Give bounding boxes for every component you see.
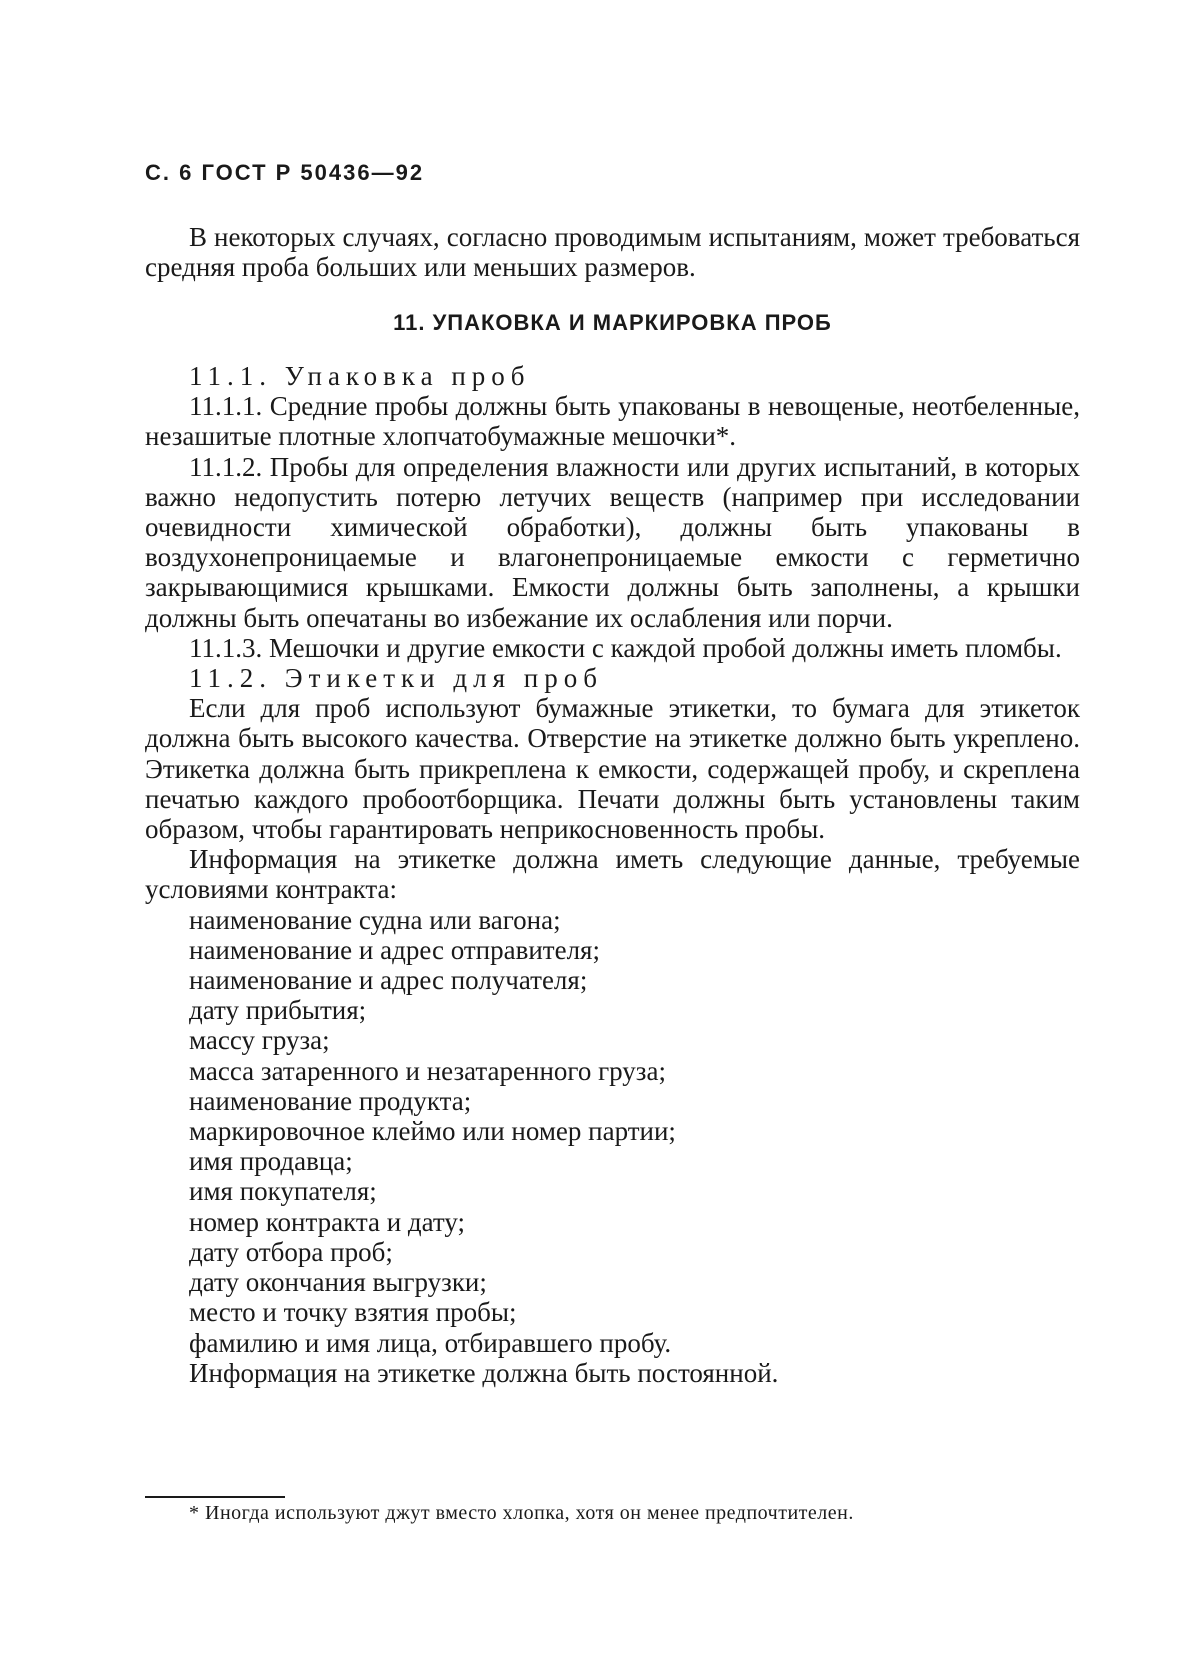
label-data-list bbox=[145, 905, 1080, 1358]
list-item: фамилию и имя лица, отбиравшего пробу. bbox=[189, 1327, 672, 1358]
list-item: масса затаренного и незатаренного груза; bbox=[189, 1055, 666, 1086]
paragraph-11-2-info: Информация на этикетке должна иметь следующие данные, требуемые условиями контракта: bbox=[145, 844, 1080, 905]
section-content bbox=[145, 361, 1080, 1388]
list-item: дату отбора проб; bbox=[189, 1236, 393, 1267]
list-item: наименование и адрес получателя; bbox=[189, 965, 588, 996]
list-item: дату прибытия; bbox=[189, 995, 367, 1026]
list-item: наименование судна или вагона; bbox=[189, 904, 561, 935]
list-item: массу груза; bbox=[189, 1025, 330, 1056]
footnote: * Иногда используют джут вместо хлопка, хотя он менее предпочтителен. bbox=[189, 1502, 854, 1524]
list-item: номер контракта и дату; bbox=[189, 1206, 465, 1237]
subsection-heading-11-1: 11.1. Упаковка проб bbox=[189, 361, 531, 391]
intro-paragraph: В некоторых случаях, согласно проводимым испытаниям, может требоваться средняя проба больших или меньших размеров. bbox=[145, 222, 1080, 283]
intro-block bbox=[145, 222, 1080, 282]
section-title: 11. УПАКОВКА И МАРКИРОВКА ПРОБ bbox=[393, 310, 832, 335]
paragraph-11-2-labels: Если для проб используют бумажные этикетки, то бумага для этикеток должна быть высокого качества. Отверстие на этикетке должно быть укреплено. Этикетка должна быть прикреплена к емкости, содержащей пробу, и скреплена печатью каждого пробоотборщика. Печати должны быть установлены таким образом, чтобы гарантировать неприкосновенность пробы. bbox=[145, 693, 1080, 845]
paragraph-11-1-3: 11.1.3. Мешочки и другие емкости с каждой пробой должны иметь пломбы. bbox=[189, 632, 1062, 663]
paragraph-11-1-1: 11.1.1. Средние пробы должны быть упакованы в невощеные, неотбеленные, незашитые плотные хлопчатобумажные мешочки*. bbox=[145, 391, 1080, 452]
list-item: маркировочное клеймо или номер партии; bbox=[189, 1116, 676, 1147]
page-header: С. 6 ГОСТ Р 50436—92 bbox=[145, 160, 425, 185]
list-item: имя покупателя; bbox=[189, 1176, 377, 1207]
paragraph-11-1-2: 11.1.2. Пробы для определения влажности или других испытаний, в которых важно недопустить потерю летучих веществ (например при исследовании очевидности химической обработки), должны быть упакованы в воздухонепроницаемые и влагонепроницаемые емкости с герметично закрывающимися крышками. Емкости должны быть заполнены, а крышки должны быть опечатаны во избежание их ослабления или порчи. bbox=[145, 451, 1080, 633]
list-item: имя продавца; bbox=[189, 1146, 353, 1177]
subsection-heading-11-2: 11.2. Этикетки для проб bbox=[189, 663, 603, 694]
list-item: наименование и адрес отправителя; bbox=[189, 934, 600, 965]
list-item: наименование продукта; bbox=[189, 1085, 472, 1116]
paragraph-info-permanent: Информация на этикетке должна быть постоянной. bbox=[189, 1357, 779, 1388]
list-item: дату окончания выгрузки; bbox=[189, 1267, 487, 1298]
footnote-divider bbox=[145, 1496, 285, 1498]
list-item: место и точку взятия пробы; bbox=[189, 1297, 517, 1328]
